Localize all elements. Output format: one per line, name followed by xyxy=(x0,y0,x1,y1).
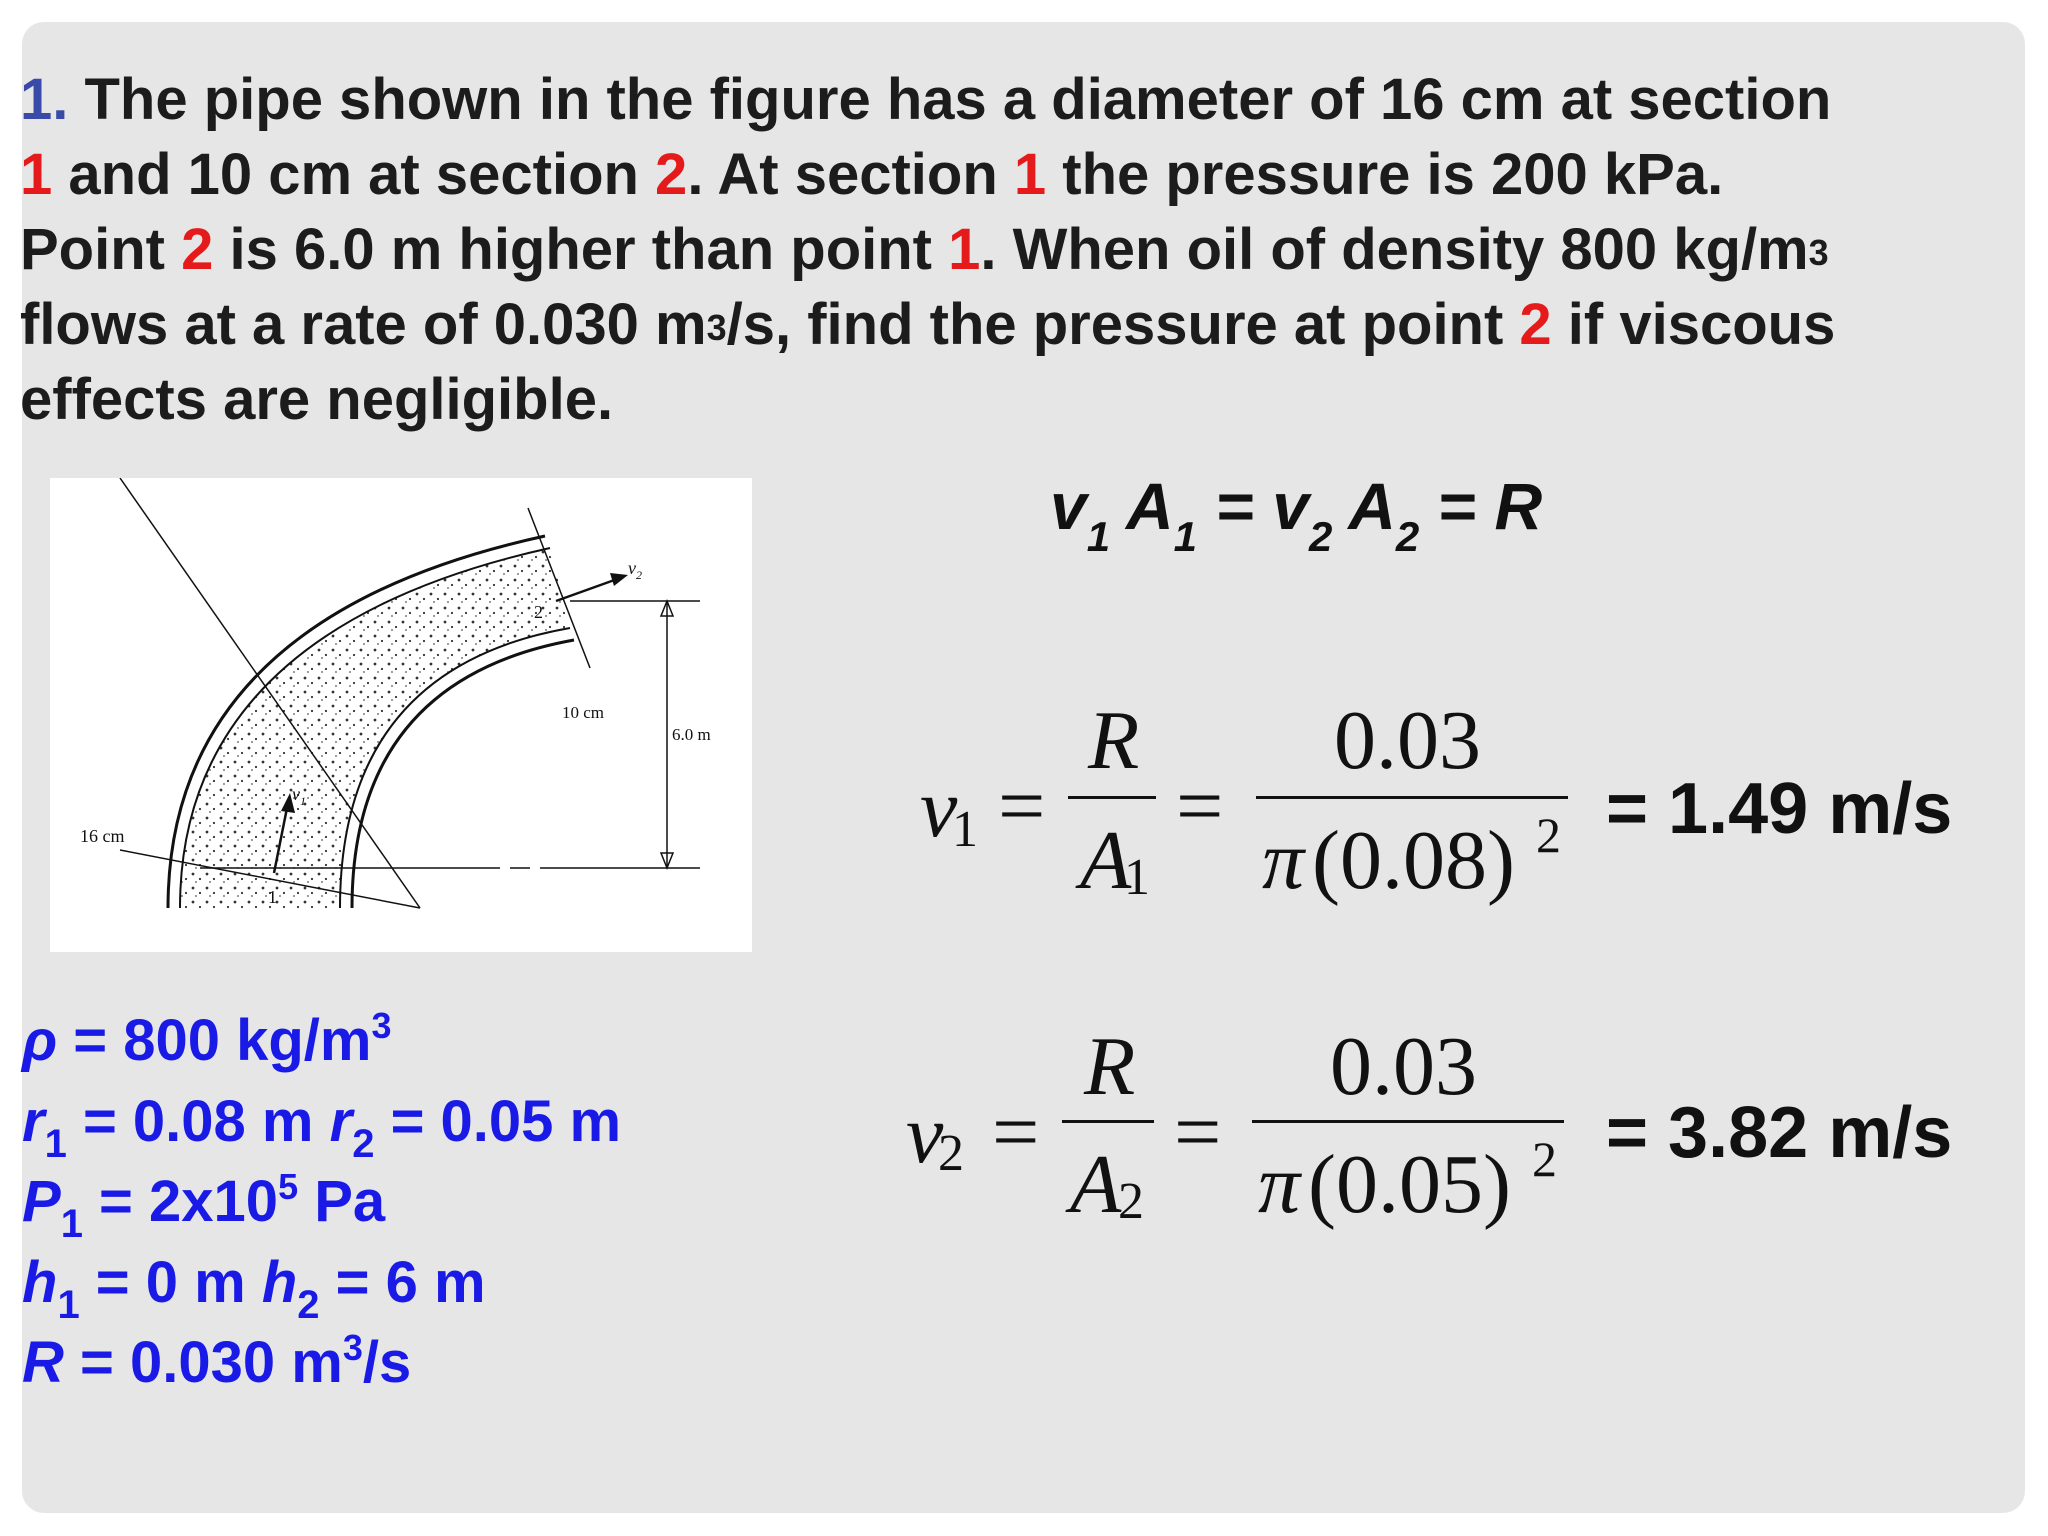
given-value: = 6 m xyxy=(319,1250,486,1315)
eq-operator: = xyxy=(992,1086,1040,1179)
section-ref: 2 xyxy=(181,217,214,282)
problem-line-3 xyxy=(20,212,2010,287)
fraction-line xyxy=(1068,796,1156,799)
eq-numerator: R xyxy=(1088,694,1140,787)
section-ref: 2 xyxy=(1519,292,1552,357)
given-unit: /s xyxy=(362,1330,412,1395)
superscript: 3 xyxy=(371,1005,392,1046)
problem-text: if viscous xyxy=(1551,292,1836,357)
label-point-2: 2 xyxy=(534,602,543,622)
subscript: 2 xyxy=(297,1283,320,1327)
eq-subscript: 1 xyxy=(1124,849,1150,906)
given-heights xyxy=(22,1246,621,1326)
eq-lhs: v xyxy=(920,762,958,855)
section-ref: 2 xyxy=(655,142,688,207)
fraction-line xyxy=(1252,1120,1564,1123)
problem-text: /s, find the pressure at point xyxy=(726,292,1520,357)
fraction-line xyxy=(1062,1120,1154,1123)
problem-text: is 6.0 m higher than point xyxy=(213,217,949,282)
superscript: 5 xyxy=(278,1166,299,1207)
problem-text: flows at a rate of 0.030 m xyxy=(20,292,707,357)
given-radii xyxy=(22,1085,621,1165)
eq-symbol: R xyxy=(1494,469,1543,543)
subscript: 2 xyxy=(352,1122,375,1166)
eq-operator: = xyxy=(1197,469,1273,543)
eq-subscript: 1 xyxy=(952,801,978,858)
given-pressure xyxy=(22,1165,621,1246)
eq-symbol: v xyxy=(1272,469,1309,543)
problem-text: The pipe shown in the figure has a diameter of 16 cm at section xyxy=(68,67,1832,132)
label-point-1: 1 xyxy=(268,887,277,907)
eq-symbol: A xyxy=(1125,469,1174,543)
problem-line-5: effects are negligible. xyxy=(20,367,614,432)
pipe-fluid xyxy=(180,548,570,908)
given-value: = 800 kg/m xyxy=(57,1008,372,1073)
eq-subscript: 2 xyxy=(1118,1173,1144,1230)
eq-operator: = xyxy=(1419,469,1495,543)
label-16cm: 16 cm xyxy=(80,826,125,846)
subscript: 1 xyxy=(57,1283,80,1327)
label-6m: 6.0 m xyxy=(672,725,711,744)
problem-text: Point xyxy=(20,217,182,282)
given-value: = 2x10 xyxy=(82,1169,279,1234)
superscript: 3 xyxy=(1808,232,1829,273)
given-symbol: r xyxy=(22,1089,45,1154)
given-value: = 0.030 m xyxy=(63,1330,343,1395)
pipe-figure xyxy=(50,478,752,952)
problem-number: 1. xyxy=(20,67,69,132)
given-value: = 0.08 m xyxy=(66,1089,330,1154)
label-v1: $v_1$ xyxy=(292,784,306,808)
v2-arrowhead xyxy=(610,573,628,586)
label-v2: $v_2$ xyxy=(628,558,642,582)
pipe-diagram xyxy=(50,478,752,952)
eq-superscript: 2 xyxy=(1532,1131,1557,1187)
superscript: 3 xyxy=(706,307,727,348)
label-10cm: 10 cm xyxy=(562,703,605,722)
problem-text: . At section xyxy=(687,142,1014,207)
subscript: 1 xyxy=(44,1122,67,1166)
given-symbol: r xyxy=(329,1089,353,1154)
given-unit: Pa xyxy=(298,1169,386,1234)
section-ref: 1 xyxy=(20,142,53,207)
superscript: 3 xyxy=(342,1327,363,1368)
eq-pi: π xyxy=(1262,814,1305,907)
problem-text: . When oil of density 800 kg/m xyxy=(980,217,1809,282)
v2-arrow xyxy=(556,578,620,601)
v1-result: = 1.49 m/s xyxy=(1606,769,1953,849)
eq-subscript: 2 xyxy=(1308,513,1333,560)
problem-statement xyxy=(20,62,2010,437)
eq-operator: = xyxy=(998,760,1046,853)
eq-superscript: 2 xyxy=(1536,807,1561,863)
problem-text: and 10 cm at section xyxy=(52,142,656,207)
eq-denominator: (0.08) xyxy=(1312,814,1515,907)
section-ref: 1 xyxy=(1013,142,1047,207)
given-symbol: R xyxy=(22,1330,64,1395)
eq-denominator: (0.05) xyxy=(1308,1138,1511,1231)
given-value: = 0.05 m xyxy=(374,1089,622,1154)
given-density xyxy=(22,1004,621,1085)
eq-operator: = xyxy=(1174,1086,1222,1179)
eq-numerator: 0.03 xyxy=(1334,694,1481,787)
eq-pi: π xyxy=(1258,1138,1301,1231)
eq-subscript: 2 xyxy=(938,1125,964,1182)
given-values xyxy=(22,1004,621,1407)
problem-text: the pressure is 200 kPa. xyxy=(1046,142,1724,207)
eq-denominator: A xyxy=(1080,814,1132,907)
section-ref: 1 xyxy=(948,217,981,282)
problem-line-2 xyxy=(20,137,2010,212)
eq-numerator: 0.03 xyxy=(1330,1020,1477,1113)
eq-symbol: v xyxy=(1050,469,1087,543)
eq-operator: = xyxy=(1176,760,1224,853)
eq-symbol: A xyxy=(1348,469,1396,543)
eq-subscript: 2 xyxy=(1395,513,1420,560)
fraction-line xyxy=(1256,796,1568,799)
given-flow-rate xyxy=(22,1326,621,1407)
given-symbol: ρ xyxy=(22,1008,58,1073)
given-value: = 0 m xyxy=(79,1250,262,1315)
given-symbol: P xyxy=(22,1169,61,1234)
v2-result: = 3.82 m/s xyxy=(1606,1093,1953,1173)
eq-subscript: 1 xyxy=(1173,513,1197,560)
eq-subscript: 1 xyxy=(1086,513,1111,560)
problem-line-1 xyxy=(20,62,2010,137)
eq-denominator: A xyxy=(1070,1138,1122,1231)
problem-line-4 xyxy=(20,287,2010,362)
given-symbol: h xyxy=(261,1250,298,1315)
eq-numerator: R xyxy=(1084,1020,1136,1113)
subscript: 1 xyxy=(60,1202,83,1246)
given-symbol: h xyxy=(22,1250,58,1315)
eq-lhs: v xyxy=(906,1088,944,1181)
continuity-equation xyxy=(1050,468,1543,560)
